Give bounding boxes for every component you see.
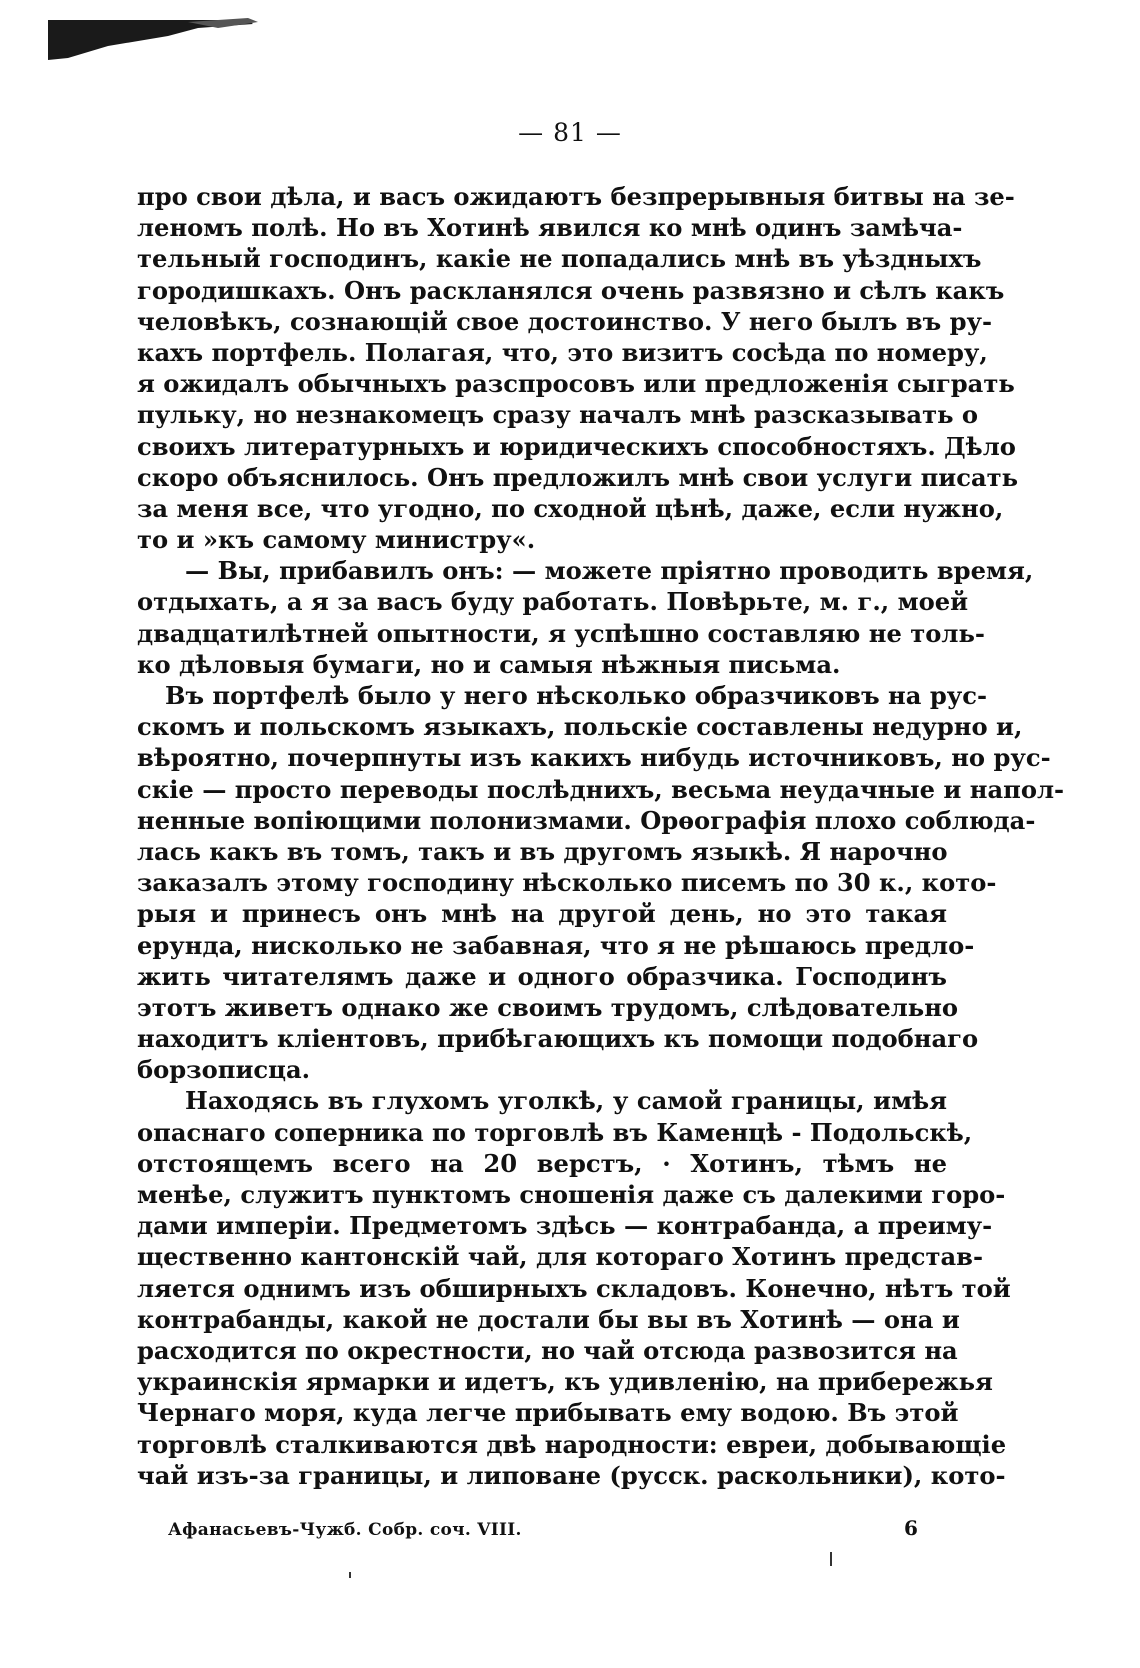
footer-signature: Афанасьевъ-Чужб. Собр. соч. VIII.: [168, 1520, 522, 1540]
text-line: то и »къ самому министру«.: [137, 525, 536, 555]
text-line: заказалъ этому господину нѣсколько писемъ по 30 к., кото-: [137, 868, 997, 898]
footer-sheet-number: 6: [904, 1516, 918, 1540]
text-line: ляется однимъ изъ обширныхъ складовъ. Конечно, нѣтъ той: [137, 1273, 1011, 1303]
text-line: рыя и принесъ онъ мнѣ на другой день, но это такая: [137, 899, 947, 929]
text-line: чай изъ-за границы, и липоване (русск. раскольники), кото-: [137, 1460, 1006, 1490]
page-number: — 81 —: [518, 118, 622, 147]
text-line: я ожидалъ обычныхъ разспросовъ или предложенія сыграть: [137, 369, 1015, 399]
text-line: городишкахъ. Онъ раскланялся очень развязно и сѣлъ какъ: [137, 275, 1005, 305]
text-line: контрабанды, какой не достали бы вы въ Хотинѣ — она и: [137, 1304, 960, 1334]
text-line: менѣе, служитъ пунктомъ сношенія даже съ далекими горо-: [137, 1180, 1006, 1209]
body-text: [137, 181, 1065, 1491]
text-line: опаснаго соперника по торговлѣ въ Каменцѣ - Подольскѣ,: [137, 1117, 973, 1147]
text-line: Въ портфелѣ было у него нѣсколько образчиковъ на рус-: [165, 681, 987, 710]
text-line: — Вы, прибавилъ онъ: — можете пріятно проводить время,: [185, 556, 1034, 586]
text-line: скіе — просто переводы послѣднихъ, весьма неудачные и напол-: [137, 774, 1065, 804]
print-speck: [830, 1552, 832, 1566]
text-line: ерунда, нисколько не забавная, что я не рѣшаюсь предло-: [137, 930, 975, 960]
text-line: за меня все, что угодно, по сходной цѣнѣ, даже, если нужно,: [137, 493, 1004, 523]
scan-smudge: [48, 16, 258, 62]
text-line: Находясь въ глухомъ уголкѣ, у самой границы, имѣя: [185, 1086, 947, 1116]
print-speck: [349, 1572, 351, 1578]
text-line: находитъ кліентовъ, прибѣгающихъ къ помощи подобнаго: [137, 1024, 979, 1054]
text-line: лась какъ въ томъ, такъ и въ другомъ языкѣ. Я нарочно: [137, 836, 948, 866]
text-line: вѣроятно, почерпнуты изъ какихъ нибудь источниковъ, но рус-: [137, 743, 1051, 773]
text-line: расходится по окрестности, но чай отсюда развозится на: [137, 1335, 958, 1365]
text-line: ненные вопіющими полонизмами. Орѳографія плохо соблюда-: [137, 805, 1036, 835]
text-line: кахъ портфель. Полагая, что, это визитъ сосѣда по номеру,: [137, 337, 988, 367]
text-line: тельный господинъ, какіе не попадались мнѣ въ уѣздныхъ: [137, 244, 982, 274]
text-line: жить читателямъ даже и одного образчика. Господинъ: [137, 961, 947, 991]
text-line: скоро объяснилось. Онъ предложилъ мнѣ свои услуги писать: [137, 462, 1019, 492]
text-line: щественно кантонскій чай, для котораго Хотинъ представ-: [137, 1242, 984, 1272]
text-line: борзописца.: [137, 1055, 311, 1085]
text-line: скомъ и польскомъ языкахъ, польскіе составлены недурно и,: [137, 712, 1023, 742]
text-line: этотъ живетъ однако же своимъ трудомъ, слѣдовательно: [137, 992, 959, 1022]
text-line: про свои дѣла, и васъ ожидаютъ безпрерывныя битвы на зе-: [137, 182, 1015, 211]
text-line: торговлѣ сталкиваются двѣ народности: евреи, добывающіе: [137, 1429, 1007, 1459]
text-line: человѣкъ, сознающій свое достоинство. У него былъ въ ру-: [137, 306, 993, 336]
text-line: отстоящемъ всего на 20 верстъ, · Хотинъ, тѣмъ не: [137, 1148, 947, 1178]
text-line: украинскія ярмарки и идетъ, къ удивленію, на прибережья: [137, 1367, 993, 1397]
text-line: пульку, но незнакомецъ сразу началъ мнѣ разсказывать о: [137, 400, 979, 430]
text-line: дами имперіи. Предметомъ здѣсь — контрабанда, а преиму-: [137, 1211, 993, 1241]
text-line: своихъ литературныхъ и юридическихъ способностяхъ. Дѣло: [137, 431, 1016, 461]
text-line: отдыхать, а я за васъ буду работать. Повѣрьте, м. г., моей: [137, 587, 969, 617]
text-line: леномъ полѣ. Но въ Хотинѣ явился ко мнѣ одинъ замѣча-: [137, 213, 963, 243]
text-line: ко дѣловыя бумаги, но и самыя нѣжныя письма.: [137, 649, 841, 679]
text-line: двадцатилѣтней опытности, я успѣшно составляю не толь-: [137, 618, 985, 648]
text-line: Чернаго моря, куда легче прибывать ему водою. Въ этой: [137, 1398, 959, 1428]
